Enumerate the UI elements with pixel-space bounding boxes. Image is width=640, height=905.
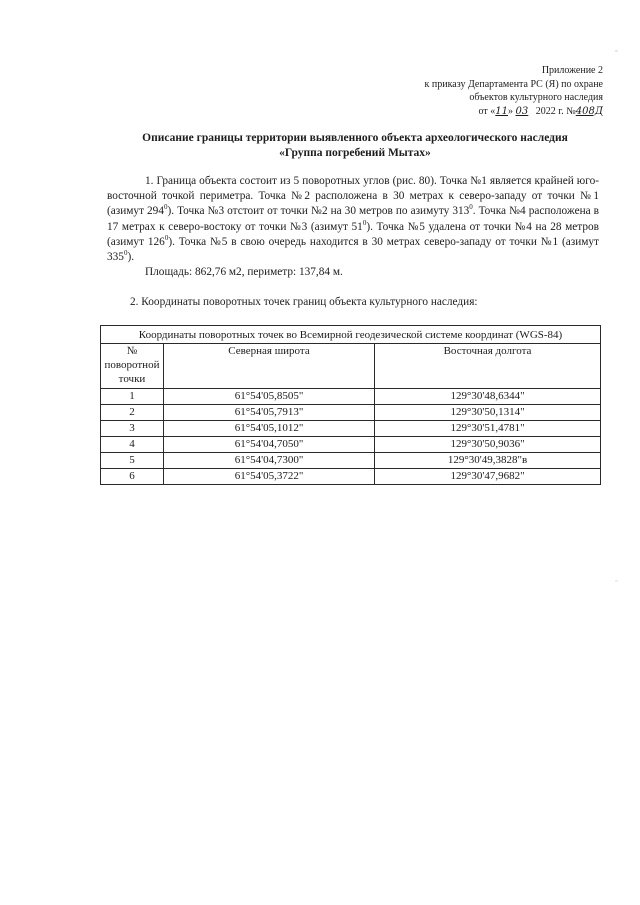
header-latitude: Северная широта (164, 344, 375, 389)
degree-mark: 0 (469, 203, 473, 212)
table-row (101, 405, 601, 421)
point-number: 2 (101, 405, 164, 421)
document-title (100, 131, 610, 161)
latitude-cell: 61°54'05,1012" (164, 421, 375, 437)
annex-number: 408Д (575, 105, 603, 117)
scan-edge-mark (615, 0, 618, 905)
table-row (101, 469, 601, 485)
annex-date-sep: » (508, 105, 516, 117)
longitude-cell: 129°30'49,3828"в (375, 453, 601, 469)
longitude-cell: 129°30'50,1314" (375, 405, 601, 421)
desc-part-f: ). (127, 251, 135, 264)
desc-part-e: ). Точка №5 в свою очередь находится в 30 метрах северо-западу от точки №1 (азимут 335 (107, 235, 599, 264)
area-perimeter: Площадь: 862,76 м2, периметр: 137,84 м. (145, 266, 343, 278)
latitude-cell: 61°54'04,7050" (164, 437, 375, 453)
point-number: 5 (101, 453, 164, 469)
point-number: 3 (101, 421, 164, 437)
title-line-1: Описание границы территории выявленного объекта археологического наследия (142, 132, 568, 144)
annex-date-prefix: от « (478, 105, 496, 117)
degree-mark: 0 (163, 203, 168, 212)
latitude-cell: 61°54'05,7913" (164, 405, 375, 421)
degree-mark: 0 (164, 234, 169, 243)
desc-part-a: 1. Граница объекта состоит из 5 поворотных углов (рис. 80). Точка №1 является крайней юго-восточной точкой периметра. Точка №2 расположена в 30 метрах к северо-западу от точки №1 (азимут 294 (107, 175, 599, 218)
latitude-cell: 61°54'05,8505" (164, 389, 375, 405)
annex-department: объектов культурного наследия (469, 92, 603, 103)
section-2-heading: 2. Координаты поворотных точек границ объекта культурного наследия: (130, 296, 478, 308)
latitude-cell: 61°54'04,7300" (164, 453, 375, 469)
title-line-2: «Группа погребений Мытах» (279, 147, 431, 159)
boundary-description (107, 174, 599, 265)
annex-label: Приложение 2 (541, 65, 603, 76)
desc-part-c: . Точка №4 расположена в 17 метрах к северо-востоку от точки №3 (азимут 51 (107, 205, 599, 233)
longitude-cell: 129°30'47,9682" (375, 469, 601, 485)
annex-day: 11 (495, 105, 509, 117)
latitude-cell: 61°54'05,3722" (164, 469, 375, 485)
annex-date-line (425, 105, 603, 119)
table-row (101, 453, 601, 469)
table-row (101, 421, 601, 437)
longitude-cell: 129°30'50,9036" (375, 437, 601, 453)
longitude-cell: 129°30'48,6344" (375, 389, 601, 405)
degree-mark: 0 (362, 218, 367, 227)
annex-order-ref: к приказу Департамента РС (Я) по охране (424, 78, 603, 90)
table-row (101, 437, 601, 453)
longitude-cell: 129°30'51,4781" (375, 421, 601, 437)
desc-part-b: ). Точка №3 отстоит от точки №2 на 30 метров по азимуту 313 (167, 205, 470, 218)
annex-header (425, 64, 603, 118)
desc-part-d: ). Точка №5 удалена от точки №4 на 28 метров (азимут 126 (107, 220, 600, 248)
annex-month: 03 (515, 105, 529, 117)
annex-year: 2022 г. № (535, 105, 576, 117)
header-point-number: № поворотной точки (101, 344, 164, 389)
degree-mark: 0 (123, 249, 128, 258)
point-number: 4 (101, 437, 164, 453)
coordinates-table (100, 325, 601, 485)
table-row (101, 389, 601, 405)
header-longitude: Восточная долгота (375, 344, 601, 389)
point-number: 6 (101, 469, 164, 485)
point-number: 1 (101, 389, 164, 405)
table-caption: Координаты поворотных точек во Всемирной геодезической системе координат (WGS-84) (101, 326, 601, 344)
